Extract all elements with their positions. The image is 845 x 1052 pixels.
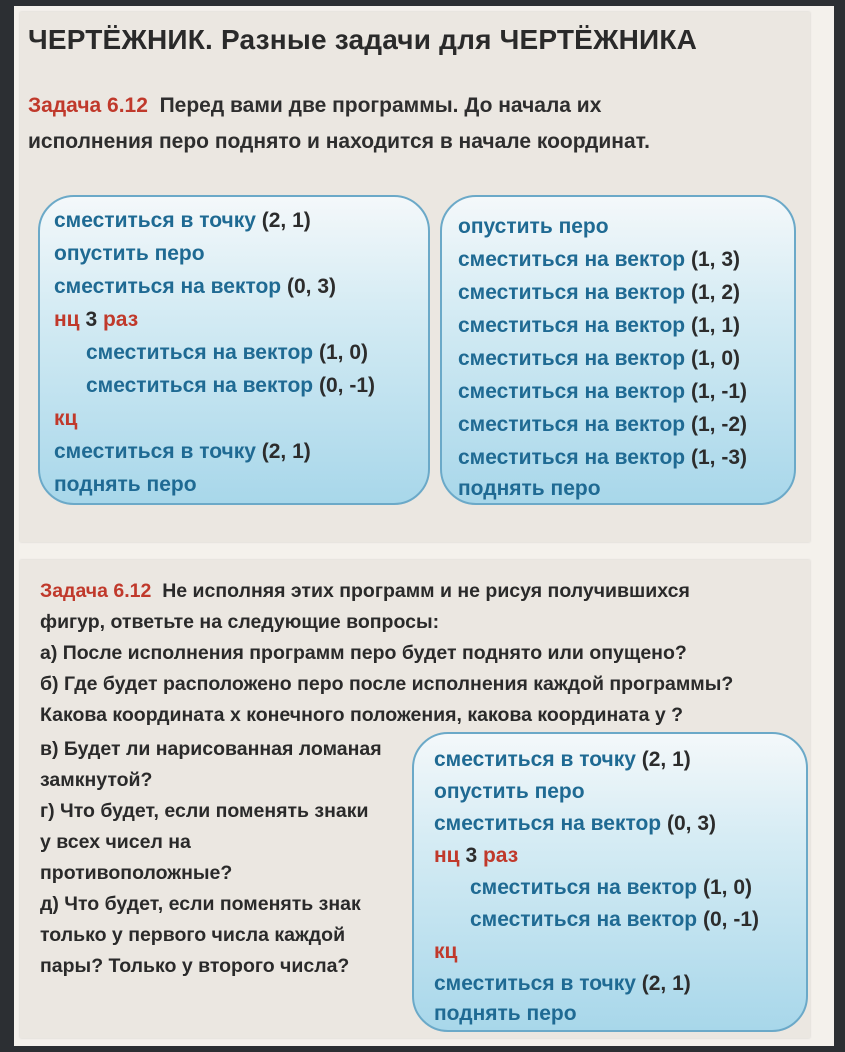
program1-line6: сместиться на вектор (0, -1) xyxy=(86,374,375,397)
program3-line9: поднять перо xyxy=(434,1002,577,1025)
program1-loop-end: кц xyxy=(54,407,78,430)
program3-loop-start: нц 3 раз xyxy=(434,844,519,867)
task2-line2: фигур, ответьте на следующие вопросы: xyxy=(40,611,440,633)
task1-number: Задача 6.12 xyxy=(28,94,148,117)
question-b: б) Где будет расположено перо после исполнения каждой программы? xyxy=(40,673,734,695)
program2-line4: сместиться на вектор (1, 1) xyxy=(458,314,740,337)
program1-box xyxy=(38,195,430,505)
program2-line9: поднять перо xyxy=(458,477,601,500)
question-b-continued: Какова координата х конечного положения, какова координата у ? xyxy=(40,704,684,726)
program3-line2: опустить перо xyxy=(434,780,585,803)
program3-loop-end: кц xyxy=(434,940,458,963)
program1-line1: сместиться в точку (2, 1) xyxy=(54,209,311,232)
task1-statement xyxy=(28,88,788,160)
program2-line7: сместиться на вектор (1, -2) xyxy=(458,413,747,436)
question-d: д) Что будет, если поменять знак xyxy=(40,893,361,915)
program1-line8: сместиться в точку (2, 1) xyxy=(54,440,311,463)
question-g-continued-2: противоположные? xyxy=(40,862,233,884)
question-d-continued-2: пары? Только у второго числа? xyxy=(40,955,350,977)
program2-line1: опустить перо xyxy=(458,215,609,238)
program3-line8: сместиться в точку (2, 1) xyxy=(434,972,691,995)
program1-line9: поднять перо xyxy=(54,473,197,496)
question-v: в) Будет ли нарисованная ломаная xyxy=(40,738,382,760)
question-a: а) После исполнения программ перо будет поднято или опущено? xyxy=(40,642,687,664)
program2-line8: сместиться на вектор (1, -3) xyxy=(458,446,747,469)
program1-line2: опустить перо xyxy=(54,242,205,265)
program1-line3: сместиться на вектор (0, 3) xyxy=(54,275,336,298)
program1-loop-start: нц 3 раз xyxy=(54,308,139,331)
program3-line6: сместиться на вектор (0, -1) xyxy=(470,908,759,931)
question-g-continued-1: у всех чисел на xyxy=(40,831,191,853)
program2-line6: сместиться на вектор (1, -1) xyxy=(458,380,747,403)
questions-column xyxy=(40,734,410,982)
program3-line5: сместиться на вектор (1, 0) xyxy=(470,876,752,899)
program3-line1: сместиться в точку (2, 1) xyxy=(434,748,691,771)
task1-text-line2: исполнения перо поднято и находится в начале координат. xyxy=(28,130,650,153)
program3-line3: сместиться на вектор (0, 3) xyxy=(434,812,716,835)
question-d-continued-1: только у первого числа каждой xyxy=(40,924,346,946)
task2-line1: Не исполняя этих программ и не рисуя получившихся xyxy=(162,580,690,602)
task2-number: Задача 6.12 xyxy=(40,580,152,602)
program2-line3: сместиться на вектор (1, 2) xyxy=(458,281,740,304)
question-v-continued: замкнутой? xyxy=(40,769,153,791)
task2-statement xyxy=(40,576,810,731)
program2-box xyxy=(440,195,796,505)
program1-line5: сместиться на вектор (1, 0) xyxy=(86,341,368,364)
task1-text-line1: Перед вами две программы. До начала их xyxy=(159,94,602,117)
page-title: ЧЕРТЁЖНИК. Разные задачи для ЧЕРТЁЖНИКА xyxy=(28,24,698,55)
question-g: г) Что будет, если поменять знаки xyxy=(40,800,369,822)
program2-line5: сместиться на вектор (1, 0) xyxy=(458,347,740,370)
program3-box xyxy=(412,732,808,1032)
program2-line2: сместиться на вектор (1, 3) xyxy=(458,248,740,271)
